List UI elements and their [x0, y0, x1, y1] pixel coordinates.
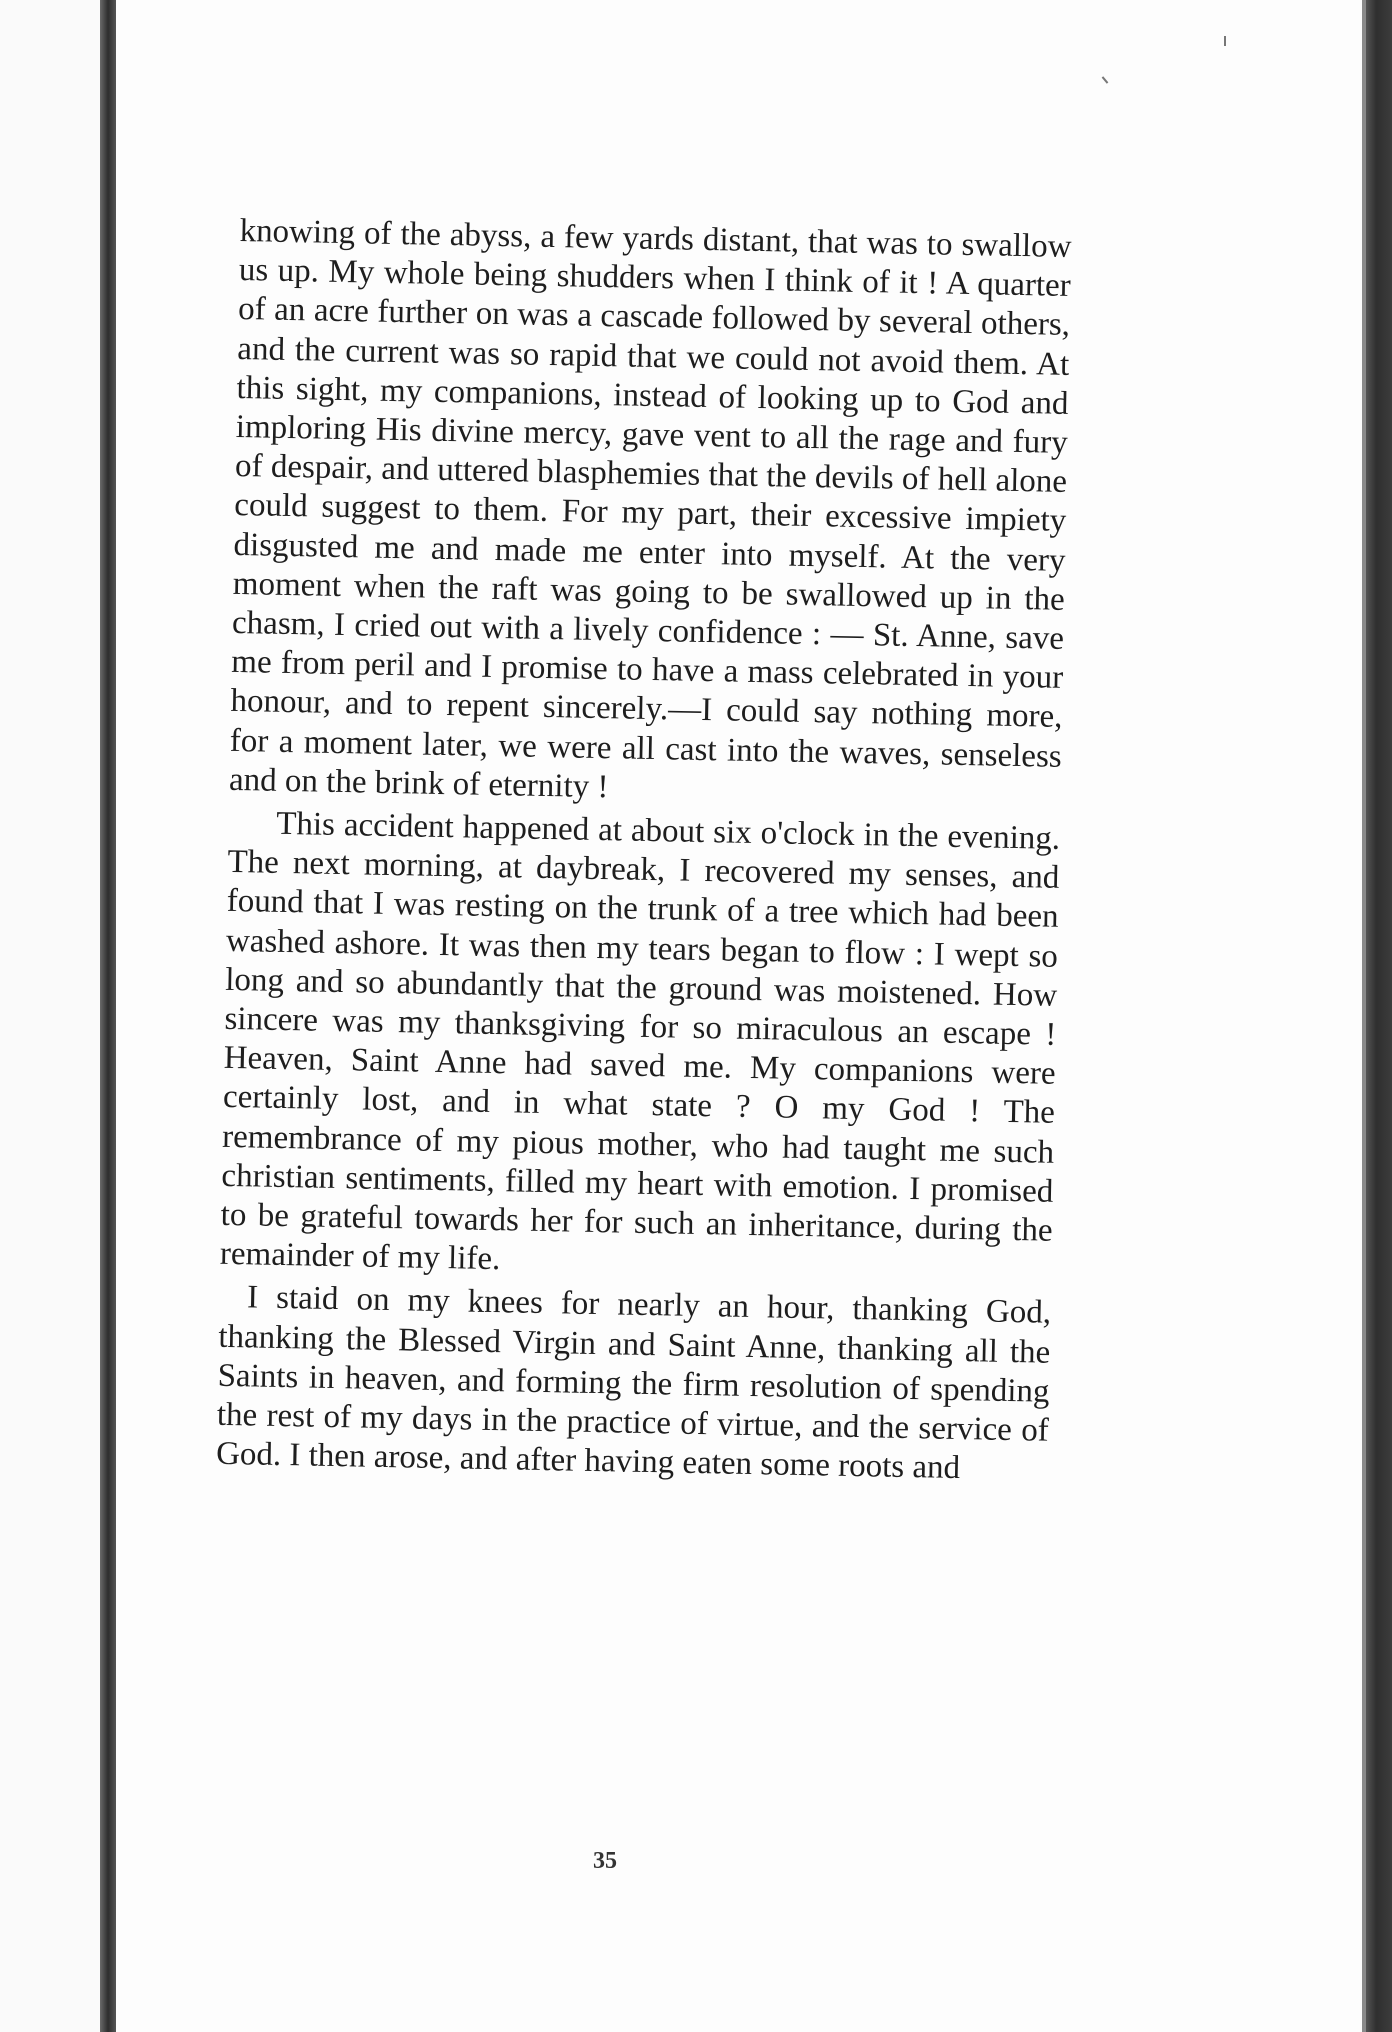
dust-speck	[1224, 36, 1226, 46]
paragraph: knowing of the abyss, a few yards distant, that was to swallow us up. My whole being shudders when I think of it ! A quarter of an acre further on was a cascade followed by several others, and the current was so rapid that we could not avoid them. At this sight, my companions, instead of looking up to God and imploring His divine mercy, gave vent to all the rage and fury of despair, and uttered blasphemies that the devils of hell alone could suggest to them. For my part, their excessive impiety disgusted me and made me enter into myself. At the very moment when the raft was going to be swallowed up in the chasm, I cried out with a lively confidence : — St. Anne, save me from peril and I promise to have a mass celebrated in your honour, and to repent sincerely.—I could say nothing more, for a moment later, we were all cast into the waves, senseless and on the brink of eternity !	[228, 212, 1072, 806]
paragraph: I staid on my knees for nearly an hour, thanking God, thanking the Blessed Virgin and Saint Anne, thanking all the Saints in heaven, and forming the firm resolution of spending the rest of my days in the practice of virtue, and the service of God. I then arose, and after having eaten some roots and	[215, 1279, 1052, 1487]
book-cover-edge	[1366, 0, 1392, 2032]
page-number: 35	[593, 1848, 617, 1874]
body-text	[216, 212, 1072, 1494]
dust-speck	[1102, 76, 1109, 83]
facing-page-edge	[0, 0, 100, 2032]
paragraph: This accident happened at about six o'clock in the evening. The next morning, at daybreak, I recovered my senses, and found that I was resting on the trunk of a tree which had been washed ashore. It was then my tears began to flow : I wept so long and so abundantly that the ground was moistened. How sincere was my thanksgiving for so miraculous an escape ! Heaven, Saint Anne had saved me. My companions were certainly lost, and in what state ? O my God ! The remembrance of my pious mother, who had taught me such christian sentiments, filled my heart with emotion. I promised to be grateful towards her for such an inheritance, during the remainder of my life.	[219, 805, 1061, 1278]
binding-shadow	[100, 0, 116, 2032]
